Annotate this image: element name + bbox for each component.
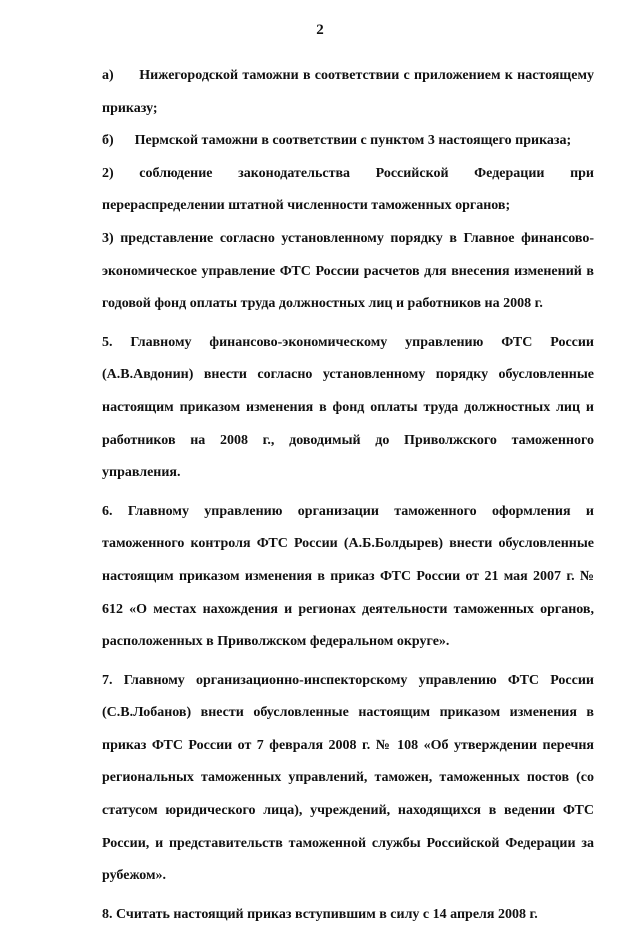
paragraph-item-b: б) Пермской таможни в соответствии с пунктом 3 настоящего приказа; — [102, 133, 572, 149]
paragraph-6: 6. Главному управлению организации таможенного оформления и таможенного контроля ФТС России (А.Б.Болдырев) внести обусловленные настоящим приказом изменения в приказ ФТС России от 21 мая 2007 г. № 612 «О местах нахождения и регионах деятельности таможенных органов, расположенных в Приволжском федеральном округе». — [102, 503, 594, 650]
paragraph-3: 3) представление согласно установленному порядку в Главное финансово-экономическое управление ФТС России расчетов для внесения изменений в годовой фонд оплаты труда должностных лиц и работников на 2008 г. — [102, 230, 594, 312]
paragraph-2: 2) соблюдение законодательства Российской Федерации при перераспределении штатной численности таможенных органов; — [102, 165, 594, 214]
paragraph-5: 5. Главному финансово-экономическому управлению ФТС России (А.В.Авдонин) внести согласно установленному порядку обусловленные настоящим приказом изменения в фонд оплаты труда должностных лиц и работников на 2008 г., доводимый до Приволжского таможенного управления. — [102, 334, 594, 481]
document-body — [102, 60, 594, 931]
paragraph-7: 7. Главному организационно-инспекторскому управлению ФТС России (С.В.Лобанов) внести обусловленные настоящим приказом изменения в приказ ФТС России от 7 февраля 2008 г. № 108 «Об утверждении перечня региональных таможенных управлений, таможен, таможенных постов (со статусом юридического лица), учреждений, находящихся в ведении ФТС России, и представительств таможенной службы Российской Федерации за рубежом». — [102, 672, 594, 884]
paragraph-item-a: а) Нижегородской таможни в соответствии с приложением к настоящему приказу; — [102, 68, 594, 116]
page-number: 2 — [316, 22, 324, 38]
paragraph-8: 8. Считать настоящий приказ вступившим в силу с 14 апреля 2008 г. — [102, 906, 538, 922]
